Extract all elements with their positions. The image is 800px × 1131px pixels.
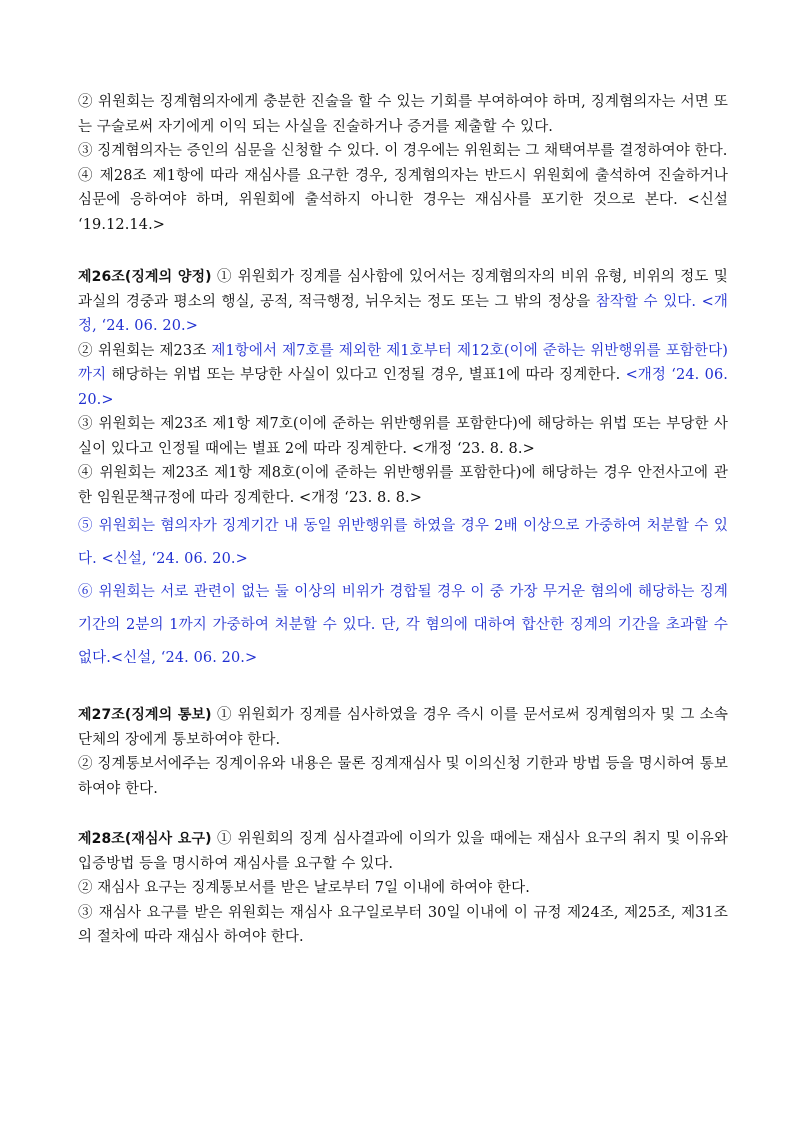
art27-paragraph-1 bbox=[78, 703, 728, 752]
art26-p1-text: ① 위원회가 징계를 심사함에 있어서는 징계혐의자의 비위 유형, 비위의 정도 및 과실의 경중과 평소의 행실, 공적, 적극행정, 뉘우치는 정도 또는 그 밖의 정상을 bbox=[78, 269, 728, 310]
art26-paragraph-1 bbox=[78, 265, 728, 339]
art27-paragraph-2: ② 징계통보서에주는 징계이유와 내용은 물론 징계재심사 및 이의신청 기한과 방법 등을 명시하여 통보하여야 한다. bbox=[78, 756, 728, 797]
art26-paragraph-4: ④ 위원회는 제23조 제1항 제8호(이에 준하는 위반행위를 포함한다)에 해당하는 경우 안전사고에 관한 임원문책규정에 따라 징계한다. <개정 ‘23. 8. 8.> bbox=[78, 465, 728, 506]
document-page bbox=[78, 90, 728, 950]
art26-p1-amend: 참작할 수 있다. <개정, ‘24. 06. 20.> bbox=[78, 293, 728, 334]
art27-heading: 제27조(징계의 통보) bbox=[78, 707, 212, 723]
art26-heading: 제26조(징계의 양정) bbox=[78, 269, 212, 285]
art28-heading: 제28조(재심사 요구) bbox=[78, 831, 212, 847]
art26-p2-note: <개정 ‘24. 06. 20.> bbox=[78, 367, 728, 408]
art28-paragraph-2: ② 재심사 요구는 징계통보서를 받은 날로부터 7일 이내에 하여야 한다. bbox=[78, 880, 530, 896]
art26-paragraph-6: ⑥ 위원회는 서로 관련이 없는 둘 이상의 비위가 경합될 경우 이 중 가장 무거운 혐의에 해당하는 징계 기간의 2분의 1까지 가중하여 처분할 수 있다. 단, 각 혐의에 대하여 합산한 징계의 기간을 초과할 수 없다.<신설, ‘24. 06. 20.> bbox=[78, 584, 728, 666]
art27-p1-text: ① 위원회가 징계를 심사하였을 경우 즉시 이를 문서로써 징계혐의자 및 그 소속단체의 장에게 통보하여야 한다. bbox=[78, 707, 728, 748]
art26-paragraph-2 bbox=[78, 339, 728, 413]
art28-paragraph-3: ③ 재심사 요구를 받은 위원회는 재심사 요구일로부터 30일 이내에 이 규정 제24조, 제25조, 제31조의 절차에 따라 재심사 하여야 한다. bbox=[78, 904, 728, 945]
art26-p2-post: 해당하는 위법 또는 부당한 사실이 있다고 인정될 경우, 별표1에 따라 징계한다. bbox=[106, 367, 626, 383]
art28-p1-text: ① 위원회의 징계 심사결과에 이의가 있을 때에는 재심사 요구의 취지 및 이유와 입증방법 등을 명시하여 재심사를 요구할 수 있다. bbox=[78, 831, 728, 872]
art26-paragraph-3: ③ 위원회는 제23조 제1항 제7호(이에 준하는 위반행위를 포함한다)에 해당하는 위법 또는 부당한 사실이 있다고 인정될 때에는 별표 2에 따라 징계한다. <개정 ‘23. 8. 8.> bbox=[78, 416, 728, 457]
art28-paragraph-1 bbox=[78, 827, 728, 876]
art26-p2-pre: ② 위원회는 제23조 bbox=[78, 342, 212, 359]
art26-p2-amend: 제1항에서 제7호를 제외한 제1호부터 제12호(이에 준하는 위반행위를 포함한다)까지 bbox=[78, 342, 728, 383]
art25-paragraph-4: ④ 제28조 제1항에 따라 재심사를 요구한 경우, 징계혐의자는 반드시 위원회에 출석하여 진술하거나 심문에 응하여야 하며, 위원회에 출석하지 아니한 경우는 재심사를 포기한 것으로 본다. <신설 ‘19.12.14.> bbox=[78, 167, 728, 233]
art25-paragraph-3: ③ 징계혐의자는 증인의 심문을 신청할 수 있다. 이 경우에는 위원회는 그 채택여부를 결정하여야 한다. bbox=[78, 143, 728, 159]
art25-paragraph-2: ② 위원회는 징계혐의자에게 충분한 진술을 할 수 있는 기회를 부여하여야 하며, 징계혐의자는 서면 또는 구술로써 자기에게 이익 되는 사실을 진술하거나 증거를 제출할 수 있다. bbox=[78, 94, 728, 135]
art26-paragraph-5: ⑤ 위원회는 혐의자가 징계기간 내 동일 위반행위를 하였을 경우 2배 이상으로 가중하여 처분할 수 있다. <신설, ‘24. 06. 20.> bbox=[78, 518, 728, 567]
